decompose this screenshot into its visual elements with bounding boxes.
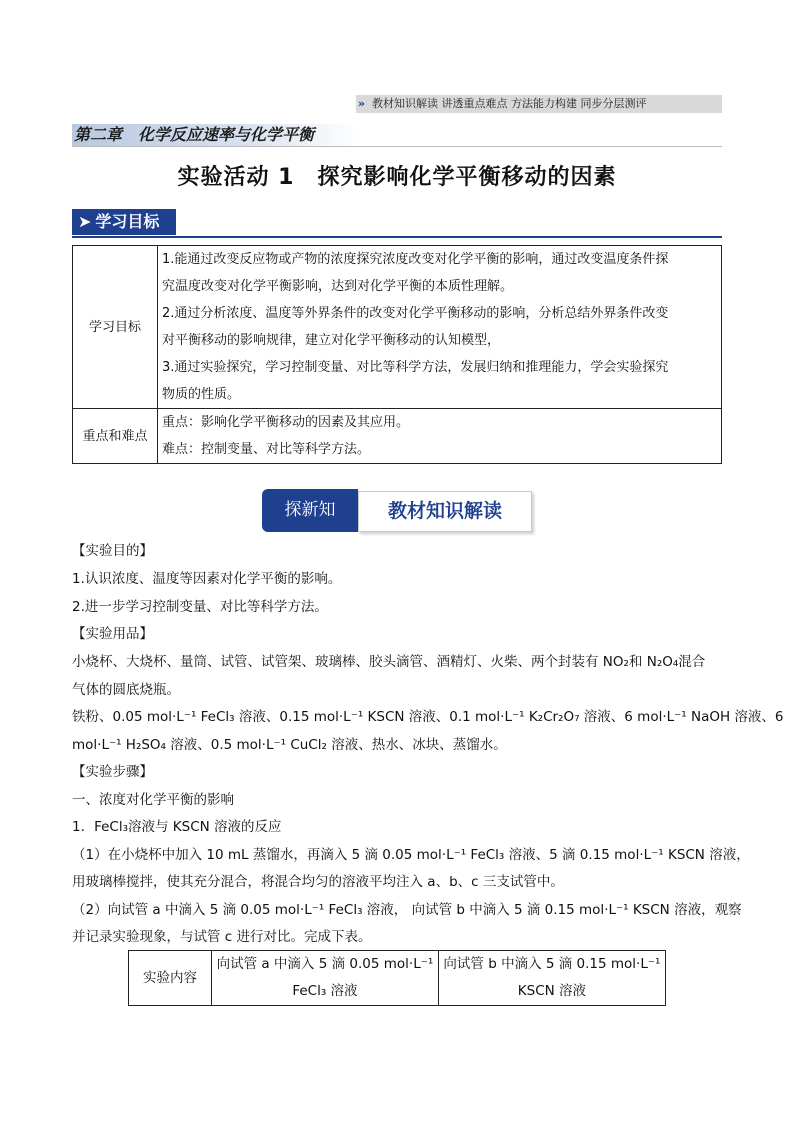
chapter-title: 第二章 化学反应速率与化学平衡: [72, 124, 358, 146]
cell-line: FeCl₃ 溶液: [292, 983, 358, 999]
materials-line: 小烧杯、大烧杯、量筒、试管、试管架、玻璃棒、胶头滴管、酒精灯、火柴、两个封装有 NO₂和 N₂O₄混合: [72, 654, 706, 670]
goals-row-label: 重点和难点: [73, 409, 158, 464]
step-line: （1）在小烧杯中加入 10 mL 蒸馏水，再滴入 5 滴 0.05 mol·L⁻¹ FeCl₃ 溶液、5 滴 0.15 mol·L⁻¹ KSCN 溶液，: [72, 847, 750, 863]
page-title: 实验活动 1 探究影响化学平衡移动的因素: [177, 165, 617, 190]
experiment-cell-a: [212, 951, 439, 1006]
goal-line: 2.通过分析浓度、温度等外界条件的改变对化学平衡移动的影响，分析总结外界条件改变: [162, 306, 669, 321]
experiment-row-label: 实验内容: [129, 951, 212, 1006]
goal-line: 究温度改变对化学平衡影响，达到对化学平衡的本质性理解。: [162, 279, 514, 294]
header-nav-bar: [356, 95, 722, 113]
goals-row-content: [158, 246, 722, 409]
goal-line: 重点：影响化学平衡移动的因素及其应用。: [162, 415, 410, 430]
section-heading: 一、浓度对化学平衡的影响: [72, 792, 234, 808]
goal-line: 对平衡移动的影响规律，建立对化学平衡移动的认知模型，: [162, 333, 501, 348]
reagents-line: mol·L⁻¹ H₂SO₄ 溶液、0.5 mol·L⁻¹ CuCl₂ 溶液、热水、冰块、蒸馏水。: [72, 737, 507, 753]
goal-line: 3.通过实验探究，学习控制变量、对比等科学方法，发展归纳和推理能力，学会实验探究: [162, 360, 669, 375]
experiment-table: [128, 950, 666, 1006]
goals-heading-divider: [72, 236, 722, 238]
banner-right-label: 教材知识解读: [358, 491, 532, 532]
materials-heading: 【实验用品】: [72, 626, 153, 642]
reagents-line: 铁粉、0.05 mol·L⁻¹ FeCl₃ 溶液、0.15 mol·L⁻¹ KSCN 溶液、0.1 mol·L⁻¹ K₂Cr₂O₇ 溶液、6 mol·L⁻¹ NaOH 溶液、6: [72, 709, 784, 725]
cell-line: KSCN 溶液: [517, 983, 587, 999]
goals-heading: [72, 209, 176, 235]
goals-table: [72, 245, 722, 464]
goals-heading-label: 学习目标: [95, 212, 160, 231]
section-banner: [262, 489, 532, 532]
goals-row-label: 学习目标: [73, 246, 158, 409]
subsection-heading: 1．FeCl₃溶液与 KSCN 溶液的反应: [72, 819, 282, 835]
experiment-cell-b: [438, 951, 665, 1006]
step-line: 用玻璃棒搅拌，使其充分混合，将混合均匀的溶液平均注入 a、b、c 三支试管中。: [72, 874, 564, 890]
goal-line: 难点：控制变量、对比等科学方法。: [162, 442, 371, 457]
materials-line: 气体的圆底烧瓶。: [72, 682, 180, 698]
purpose-heading: 【实验目的】: [72, 543, 153, 559]
table-row: [73, 246, 722, 409]
chapter-divider: [72, 146, 722, 147]
goal-line: 物质的性质。: [162, 387, 241, 402]
double-chevron-icon: »: [358, 97, 366, 110]
purpose-item: 2.进一步学习控制变量、对比等科学方法。: [72, 599, 328, 615]
arrow-right-icon: ➤: [78, 212, 92, 231]
cell-line: 向试管 a 中滴入 5 滴 0.05 mol·L⁻¹: [216, 956, 434, 972]
banner-left-label: 探新知: [262, 489, 358, 532]
purpose-item: 1.认识浓度、温度等因素对化学平衡的影响。: [72, 571, 342, 587]
step-line: （2）向试管 a 中滴入 5 滴 0.05 mol·L⁻¹ FeCl₃ 溶液， 向试管 b 中滴入 5 滴 0.15 mol·L⁻¹ KSCN 溶液，观察: [72, 902, 742, 918]
cell-line: 向试管 b 中滴入 5 滴 0.15 mol·L⁻¹: [443, 956, 661, 972]
table-row: [129, 951, 666, 1006]
steps-heading: 【实验步骤】: [72, 764, 153, 780]
goals-row-content: [158, 409, 722, 464]
table-row: [73, 409, 722, 464]
step-line: 并记录实验现象，与试管 c 进行对比。完成下表。: [72, 929, 372, 945]
header-nav-text: 教材知识解读 讲透重点难点 方法能力构建 同步分层测评: [372, 97, 647, 110]
goal-line: 1.能通过改变反应物或产物的浓度探究浓度改变对化学平衡的影响，通过改变温度条件探: [162, 252, 669, 267]
